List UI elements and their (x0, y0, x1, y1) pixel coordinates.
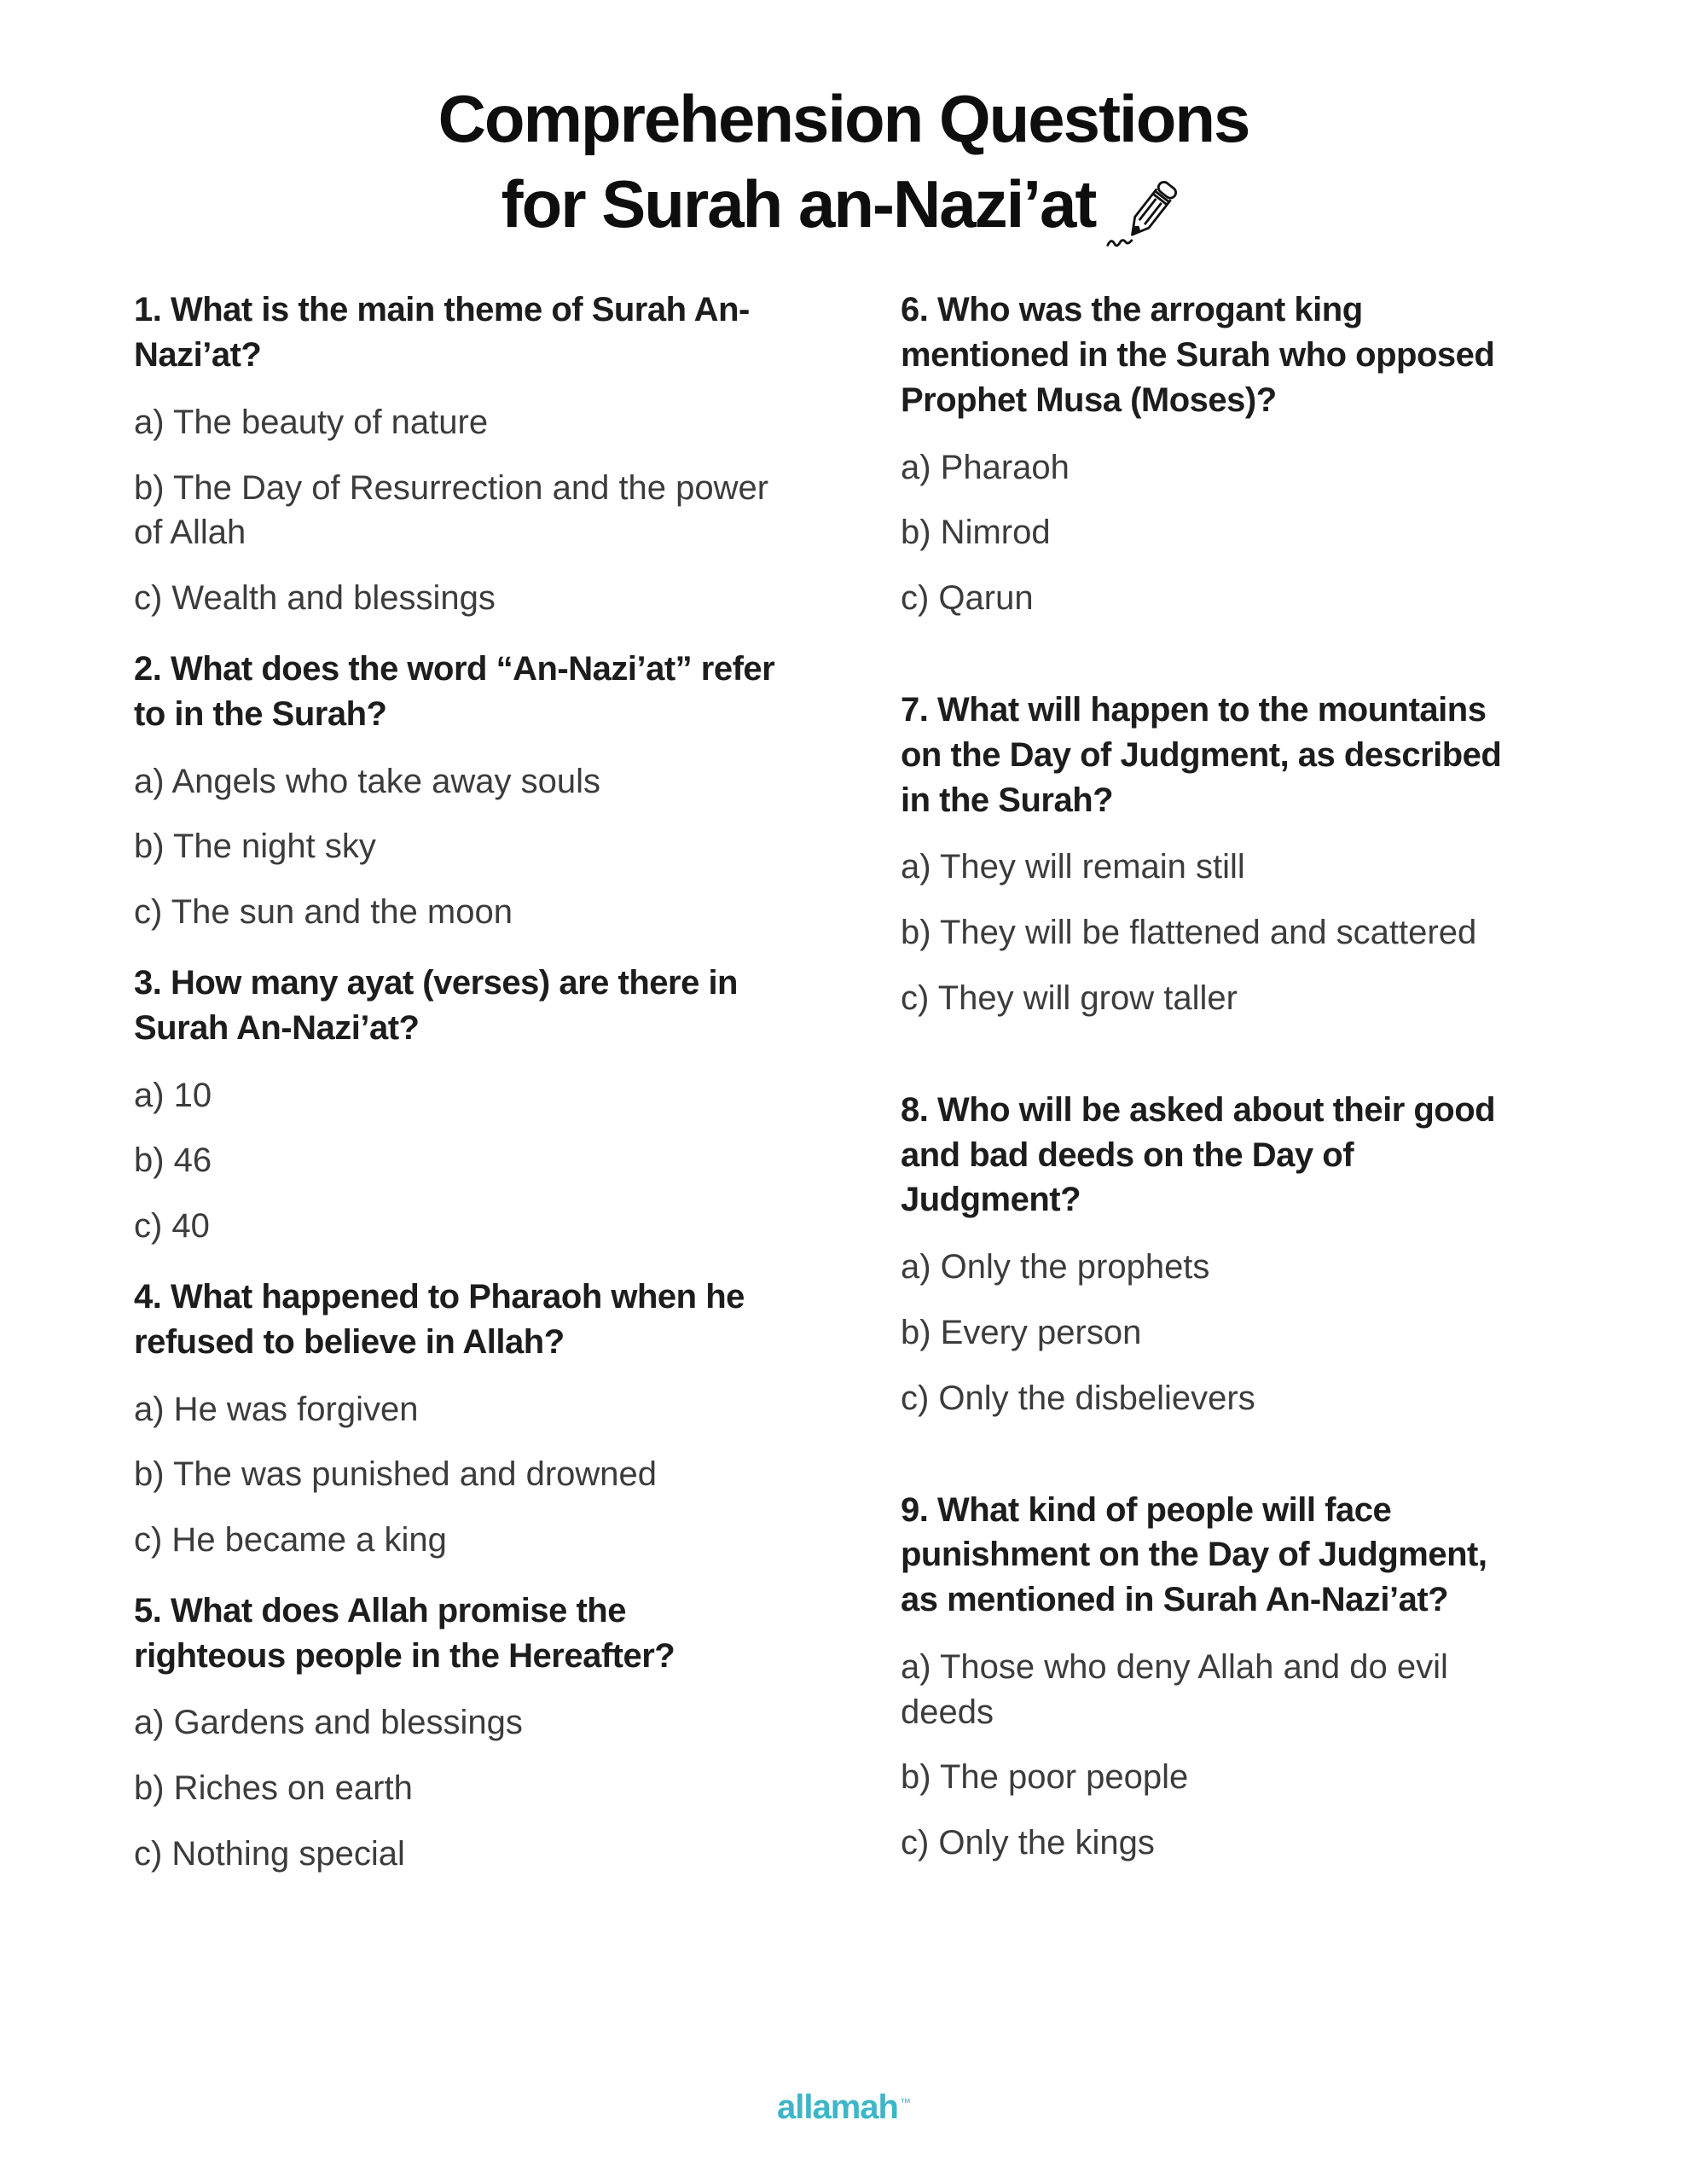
allamah-logo (777, 2088, 910, 2127)
question-heading: 8. Who will be asked about their good and bad deeds on the Day of Judgment? (901, 1090, 1496, 1219)
question-heading: 6. Who was the arrogant king mentioned in the Surah who opposed Prophet Musa (Moses)? (901, 291, 1495, 419)
question-heading: 9. What kind of people will face punishment on the Day of Judgment, as mentioned in Surah An-Nazi’at? (901, 1490, 1487, 1619)
answer-option: b) They will be flattened and scattered (901, 914, 1477, 952)
pencil-icon (1104, 171, 1186, 260)
question-3 (134, 961, 782, 1249)
answer-option: b) The poor people (901, 1758, 1189, 1797)
answer-option: b) Nimrod (901, 514, 1051, 552)
answer-option: a) They will remain still (901, 848, 1245, 886)
answer-option: b) The was punished and drowned (134, 1455, 658, 1494)
trademark-mark: ™ (899, 2095, 910, 2109)
answer-option: c) Wealth and blessings (134, 579, 496, 618)
right-column (901, 288, 1532, 1932)
answer-option: c) Only the disbelievers (901, 1379, 1255, 1417)
question-1 (134, 288, 782, 621)
page-footer (0, 2088, 1687, 2127)
answer-option: a) 10 (134, 1076, 212, 1114)
question-2 (134, 647, 782, 935)
allamah-logo-text: allamah (777, 2088, 898, 2126)
question-heading: 4. What happened to Pharaoh when he refused to believe in Allah? (134, 1277, 745, 1361)
question-heading: 1. What is the main theme of Surah An-Nazi’at? (134, 291, 750, 374)
answer-option: b) The Day of Resurrection and the power of Allah (134, 468, 769, 552)
question-5 (134, 1589, 782, 1877)
answer-option: a) Only the prophets (901, 1248, 1210, 1287)
question-9 (901, 1488, 1532, 1867)
page-title (0, 0, 1687, 248)
answer-option: a) Angels who take away souls (134, 762, 600, 800)
question-8 (901, 1088, 1532, 1421)
answer-option: b) Every person (901, 1313, 1142, 1351)
answer-option: a) He was forgiven (134, 1390, 419, 1428)
answer-option: c) He became a king (134, 1521, 447, 1560)
page-title-line1: Comprehension Questions (438, 81, 1249, 156)
answer-option: a) Gardens and blessings (134, 1704, 523, 1742)
answer-option: c) Qarun (901, 579, 1034, 618)
question-heading: 7. What will happen to the mountains on the Day of Judgment, as described in the Surah? (901, 690, 1502, 819)
answer-option: b) 46 (134, 1141, 212, 1180)
question-heading: 3. How many ayat (verses) are there in Surah An-Nazi’at? (134, 963, 738, 1047)
left-column (134, 288, 782, 1932)
answer-option: c) The sun and the moon (134, 893, 513, 932)
answer-option: b) The night sky (134, 828, 376, 866)
question-heading: 5. What does Allah promise the righteous people in the Hereafter? (134, 1591, 675, 1675)
question-4 (134, 1275, 782, 1563)
question-7 (901, 688, 1532, 1021)
answer-option: c) 40 (134, 1207, 210, 1246)
answer-option: c) They will grow taller (901, 979, 1238, 1017)
question-heading: 2. What does the word “An-Nazi’at” refer to in the Surah? (134, 649, 775, 733)
answer-option: a) Pharaoh (901, 448, 1070, 486)
answer-option: b) Riches on earth (134, 1769, 413, 1808)
page-title-line2: for Surah an-Nazi’at (501, 166, 1096, 241)
answer-option: c) Nothing special (134, 1835, 405, 1873)
answer-option: a) The beauty of nature (134, 403, 489, 441)
answer-option: c) Only the kings (901, 1824, 1155, 1862)
answer-option: a) Those who deny Allah and do evil deeds (901, 1647, 1448, 1731)
question-6 (901, 288, 1532, 621)
questions-columns (0, 248, 1687, 1932)
